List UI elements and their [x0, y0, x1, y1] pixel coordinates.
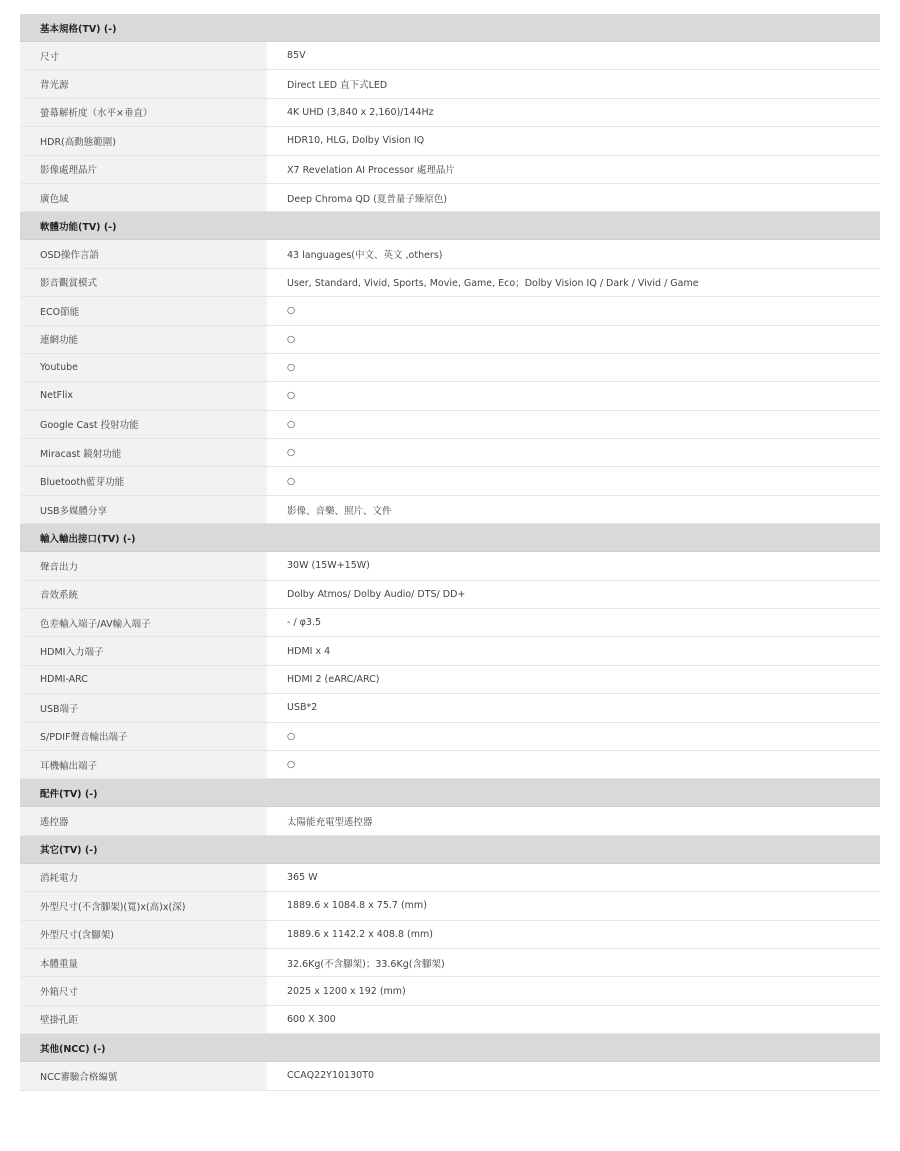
spec-value: 1889.6 x 1084.8 x 75.7 (mm) — [267, 892, 880, 919]
spec-label: OSD操作言語 — [20, 240, 267, 267]
spec-row — [20, 552, 880, 580]
spec-label: ECO節能 — [20, 297, 267, 324]
spec-row — [20, 99, 880, 127]
spec-value: ○ — [267, 297, 880, 324]
spec-value: User, Standard, Vivid, Sports, Movie, Game, Eco；Dolby Vision IQ / Dark / Vivid / Game — [267, 269, 880, 296]
section-header: 配件(TV) (-) — [20, 779, 880, 807]
spec-row — [20, 496, 880, 524]
spec-label: Bluetooth藍芽功能 — [20, 467, 267, 494]
spec-value: ○ — [267, 411, 880, 438]
spec-label: 外型尺寸(不含腳架)(寬)x(高)x(深) — [20, 892, 267, 919]
spec-value: ○ — [267, 751, 880, 778]
spec-label: Youtube — [20, 354, 267, 381]
spec-label: 壁掛孔距 — [20, 1006, 267, 1033]
spec-label: 色差輸入端子/AV輸入端子 — [20, 609, 267, 636]
spec-label: NCC審驗合格編號 — [20, 1062, 267, 1089]
spec-label: 外型尺寸(含腳架) — [20, 921, 267, 948]
spec-value: ○ — [267, 723, 880, 750]
spec-row — [20, 240, 880, 268]
spec-value: CCAQ22Y10130T0 — [267, 1062, 880, 1089]
spec-label: S/PDIF聲音輸出端子 — [20, 723, 267, 750]
spec-row — [20, 609, 880, 637]
spec-row — [20, 70, 880, 98]
spec-label: 音效系統 — [20, 581, 267, 608]
spec-value: 43 languages(中文、英文 ,others) — [267, 240, 880, 267]
spec-value: USB*2 — [267, 694, 880, 721]
spec-value: 影像、音樂、照片、文件 — [267, 496, 880, 523]
spec-row — [20, 326, 880, 354]
spec-row — [20, 1062, 880, 1090]
spec-row — [20, 637, 880, 665]
spec-value: ○ — [267, 382, 880, 409]
spec-value: HDR10, HLG, Dolby Vision IQ — [267, 127, 880, 154]
spec-row — [20, 42, 880, 70]
spec-label: 耳機輸出端子 — [20, 751, 267, 778]
spec-label: USB多媒體分享 — [20, 496, 267, 523]
spec-row — [20, 581, 880, 609]
spec-label: Miracast 鏡射功能 — [20, 439, 267, 466]
spec-value: - / φ3.5 — [267, 609, 880, 636]
spec-row — [20, 807, 880, 835]
spec-label: 消耗電力 — [20, 864, 267, 891]
spec-label: 聲音出力 — [20, 552, 267, 579]
spec-row — [20, 156, 880, 184]
spec-label: HDMI入力端子 — [20, 637, 267, 664]
spec-label: Google Cast 投射功能 — [20, 411, 267, 438]
spec-value: HDMI x 4 — [267, 637, 880, 664]
spec-value: 600 X 300 — [267, 1006, 880, 1033]
section-header: 基本規格(TV) (-) — [20, 14, 880, 42]
spec-row — [20, 184, 880, 212]
spec-row — [20, 666, 880, 694]
spec-row — [20, 723, 880, 751]
spec-value: ○ — [267, 467, 880, 494]
spec-row — [20, 269, 880, 297]
spec-row — [20, 354, 880, 382]
spec-label: 背光源 — [20, 70, 267, 97]
spec-row — [20, 751, 880, 779]
spec-value: 1889.6 x 1142.2 x 408.8 (mm) — [267, 921, 880, 948]
spec-label: 螢幕解析度（水平×垂直） — [20, 99, 267, 126]
spec-row — [20, 694, 880, 722]
spec-value: 365 W — [267, 864, 880, 891]
spec-value: HDMI 2 (eARC/ARC) — [267, 666, 880, 693]
spec-label: 外箱尺寸 — [20, 977, 267, 1004]
spec-label: NetFlix — [20, 382, 267, 409]
spec-row — [20, 1006, 880, 1034]
spec-row — [20, 297, 880, 325]
spec-label: 影像處理晶片 — [20, 156, 267, 183]
spec-value: X7 Revelation AI Processor 處理晶片 — [267, 156, 880, 183]
spec-label: HDMI-ARC — [20, 666, 267, 693]
spec-value: Deep Chroma QD (夏普量子臻原色) — [267, 184, 880, 211]
spec-value: 30W (15W+15W) — [267, 552, 880, 579]
spec-label: 本體重量 — [20, 949, 267, 976]
spec-value: 4K UHD (3,840 x 2,160)/144Hz — [267, 99, 880, 126]
section-header: 其它(TV) (-) — [20, 836, 880, 864]
spec-value: ○ — [267, 326, 880, 353]
spec-label: 尺寸 — [20, 42, 267, 69]
spec-table — [20, 14, 880, 1091]
spec-label: 遙控器 — [20, 807, 267, 834]
spec-row — [20, 921, 880, 949]
spec-value: ○ — [267, 439, 880, 466]
spec-value: Dolby Atmos/ Dolby Audio/ DTS/ DD+ — [267, 581, 880, 608]
spec-row — [20, 892, 880, 920]
spec-row — [20, 382, 880, 410]
spec-label: 廣色域 — [20, 184, 267, 211]
spec-row — [20, 467, 880, 495]
spec-value: 32.6Kg(不含腳架)；33.6Kg(含腳架) — [267, 949, 880, 976]
spec-row — [20, 439, 880, 467]
spec-label: 影音觀賞模式 — [20, 269, 267, 296]
spec-row — [20, 949, 880, 977]
section-header: 其他(NCC) (-) — [20, 1034, 880, 1062]
spec-value: 2025 x 1200 x 192 (mm) — [267, 977, 880, 1004]
spec-value: Direct LED 直下式LED — [267, 70, 880, 97]
section-header: 軟體功能(TV) (-) — [20, 212, 880, 240]
spec-row — [20, 127, 880, 155]
spec-label: HDR(高動態範圍) — [20, 127, 267, 154]
section-header: 輸入輸出接口(TV) (-) — [20, 524, 880, 552]
spec-row — [20, 977, 880, 1005]
spec-row — [20, 864, 880, 892]
spec-value: 太陽能充電型遙控器 — [267, 807, 880, 834]
spec-row — [20, 411, 880, 439]
spec-value: 85V — [267, 42, 880, 69]
spec-label: USB端子 — [20, 694, 267, 721]
spec-value: ○ — [267, 354, 880, 381]
spec-label: 連網功能 — [20, 326, 267, 353]
